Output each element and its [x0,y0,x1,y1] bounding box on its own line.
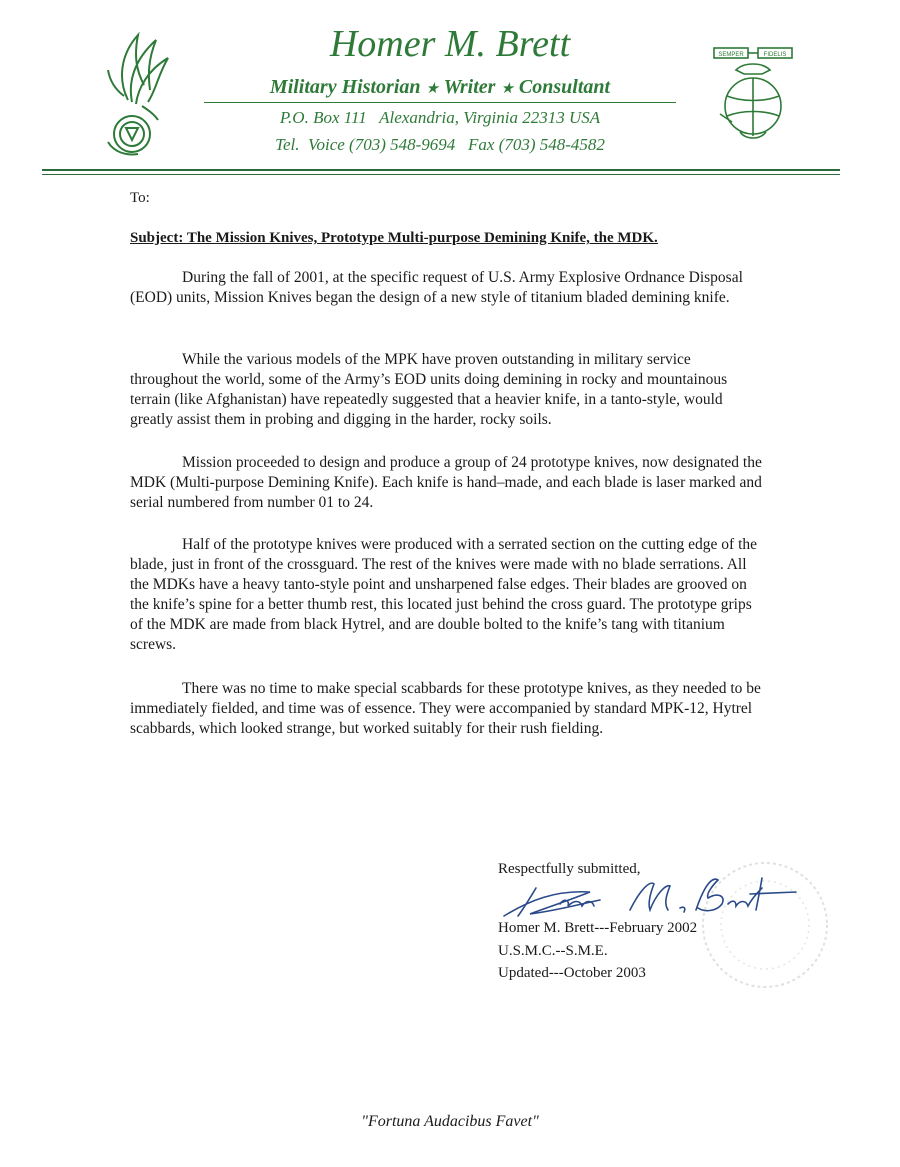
body-paragraph: Mission proceeded to design and produce a group of 24 prototype knives, now designated the MDK (Multi-purpose Demining Knife). Each knife is hand–made, and each blade is laser marked and serial numbered from number 01 to 24. [130,454,762,511]
body-paragraph: During the fall of 2001, at the specific request of U.S. Army Explosive Ordnance Disposal (EOD) units, Mission Knives began the design of a new style of titanium bladed demining knife. [130,269,743,306]
sign-off: Respectfully submitted, [498,861,641,877]
star-icon: ★ [500,81,514,97]
handwritten-signature [500,870,800,920]
eagle-globe-anchor-icon [712,44,794,144]
closing-line: Updated---October 2003 [498,965,646,981]
closing-line: Homer M. Brett---February 2002 [498,920,698,936]
closing-line: U.S.M.C.--S.M.E. [498,943,608,959]
body-paragraph: Half of the prototype knives were produced with a serrated section on the cutting edge of the blade, just in front of the crossguard. The rest of the knives were made with no blade serrations. All the MDKs have a heavy tanto-style point and unsharpened false edges. Their blades are grooved on the knife’s spine for a better thumb rest, this located just behind the cross guard. The prototype grips of the MDK are made from black Hytrel, and are double bolted to the knife’s tang with titanium screws. [130,536,758,653]
subject-line: Subject: The Mission Knives, Prototype Multi-purpose Demining Knife, the MDK. [130,230,658,246]
letterhead-rule [42,169,840,171]
letterhead-address: P.O. Box 111 Alexandria, Virginia 22313 USA [279,108,601,127]
letterhead-rule [42,174,840,175]
tagline-consultant: Consultant [518,76,611,98]
subject-text: The Mission Knives, Prototype Multi-purpose Demining Knife, the MDK. [186,230,658,246]
body-paragraph: There was no time to make special scabbards for these prototype knives, as they needed to be immediately fielded, and time was of essence. They were accompanied by standard MPK-12, Hytrel scabbards, which looked strange, but worked suitably for their rush fielding. [130,680,761,737]
letterhead-tagline [200,76,680,99]
footer-motto: "Fortuna Audacibus Favet" [361,1113,539,1130]
banner-left-text: SEMPER [718,52,744,58]
banner-right-text: FIDELIS [763,52,787,58]
body-paragraph: While the various models of the MPK have proven outstanding in military service throughout the world, some of the Army’s EOD units doing demining in rocky and mountainous terrain (like Afghanistan) have repeatedly suggested that a heavier knife, in a tanto-style, would greatly assist them in probing and digging in the harder, rocky soils. [130,351,728,428]
tagline-historian: Military Historian [269,76,421,98]
letterhead-name: Homer M. Brett [329,23,571,65]
tagline-rule [204,102,676,103]
subject-label: Subject [130,230,179,246]
to-line: To: [130,190,150,206]
eagle-emblem-icon [98,30,170,158]
tagline-writer: Writer [443,76,496,98]
letterhead-phones: Tel. Voice (703) 548-9694 Fax (703) 548-4582 [275,135,605,154]
star-icon: ★ [425,81,439,97]
